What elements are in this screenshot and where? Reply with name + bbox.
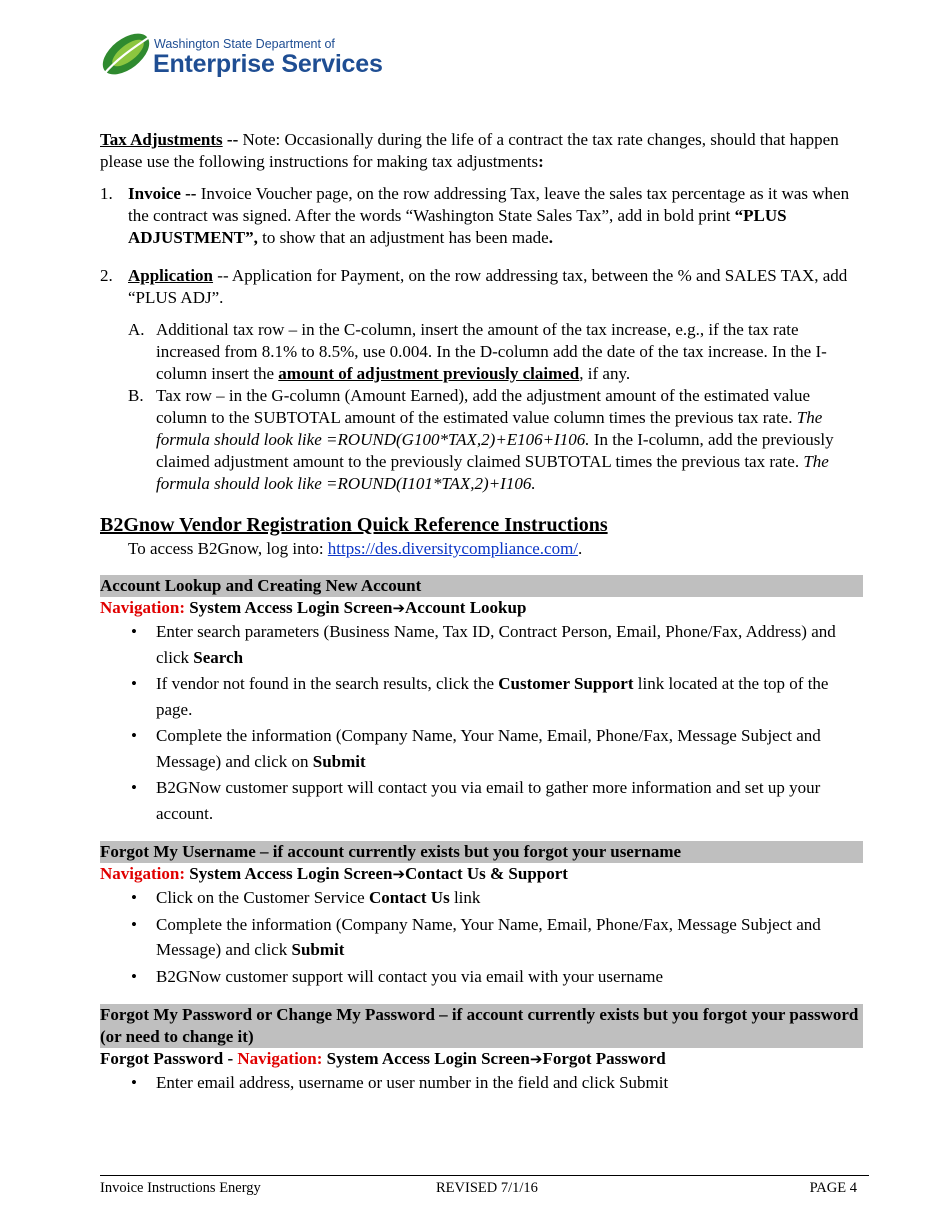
sub-item-text: Tax row – in the G-column (Amount Earned), add the adjustment amount of the estimated value column to the SUBTOTAL amount of the estimated value column times the previous tax rate. bbox=[156, 386, 811, 427]
section-bar-account-lookup: Account Lookup and Creating New Account bbox=[100, 575, 863, 597]
item-text: to show that an adjustment has been made bbox=[257, 228, 549, 247]
item-end: . bbox=[548, 228, 553, 247]
bullet-text: Click on the Customer Service bbox=[156, 888, 369, 907]
navigation-label: Navigation: bbox=[237, 1049, 323, 1068]
bullet-text: Enter email address, username or user number in the field and click Submit bbox=[156, 1073, 669, 1092]
navigation-from: System Access Login Screen bbox=[322, 1049, 530, 1068]
navigation-line bbox=[100, 597, 863, 619]
b2gnow-title: B2Gnow Vendor Registration Quick Reference Instructions bbox=[100, 514, 608, 536]
numbered-item-application bbox=[100, 265, 863, 495]
tax-note-colon: : bbox=[538, 152, 544, 171]
navigation-label: Navigation: bbox=[100, 598, 185, 617]
navigation-from: System Access Login Screen bbox=[185, 864, 393, 883]
bullet-text: Complete the information (Company Name, Your Name, Email, Phone/Fax, Message Subject and Message) and click bbox=[156, 915, 821, 959]
list-item bbox=[100, 885, 863, 910]
des-logo bbox=[98, 30, 398, 80]
bullet-bold: Contact Us bbox=[368, 888, 450, 907]
list-item bbox=[100, 964, 863, 989]
item-number: 2. bbox=[100, 266, 113, 285]
navigation-prefix: Forgot Password - bbox=[100, 1049, 238, 1068]
bullet-list bbox=[100, 885, 863, 989]
list-item bbox=[100, 1070, 863, 1095]
sub-item-text: In the I-column, add the previously claimed adjustment amount to the previously claimed SUBTOTAL times the previous tax rate. bbox=[156, 430, 834, 471]
bullet-text: link bbox=[449, 888, 481, 907]
sub-item-list bbox=[128, 319, 863, 495]
tax-adjustments-intro bbox=[100, 129, 863, 173]
sub-item-text: Additional tax row – in the C-column, insert the amount of the tax increase, e.g., if the tax rate increased from 8.1% to 8.5%, use 0.004. In the D-column add the date of the tax increase. In the I-column insert the bbox=[156, 320, 827, 383]
bullet-bold: Customer Support bbox=[498, 674, 634, 693]
bullet-text: B2GNow customer support will contact you via email with your username bbox=[156, 967, 664, 986]
page-footer bbox=[100, 1175, 869, 1196]
arrow-right-icon: ➔ bbox=[392, 599, 406, 617]
arrow-right-icon: ➔ bbox=[529, 1050, 543, 1068]
section-bar-forgot-password: Forgot My Password or Change My Password – if account currently exists but you forgot your password (or need to change it) bbox=[100, 1004, 863, 1048]
item-text: Invoice Voucher page, on the row addressing Tax, leave the sales tax percentage as it was when the contract was signed. After the words “Washington State Sales Tax”, add in bold print bbox=[128, 184, 850, 225]
bullet-bold: Search bbox=[193, 647, 244, 667]
formula-text: The formula should look like =ROUND(G100*TAX,2)+E106+I106. bbox=[156, 408, 823, 449]
item-title: Application bbox=[128, 266, 214, 285]
sub-item-letter: A. bbox=[128, 320, 145, 339]
list-item bbox=[100, 723, 863, 774]
logo-department-text: Washington State Department of bbox=[154, 37, 335, 51]
bullet-list bbox=[100, 1070, 863, 1095]
section-bar-forgot-username: Forgot My Username – if account currently exists but you forgot your username bbox=[100, 841, 863, 863]
bullet-bold: Submit bbox=[291, 940, 345, 959]
item-number: 1. bbox=[100, 184, 113, 203]
item-bold-text: “PLUS ADJUSTMENT”, bbox=[128, 206, 787, 247]
heading-separator: -- bbox=[222, 130, 243, 149]
bullet-text: Enter search parameters (Business Name, Tax ID, Contract Person, Email, Phone/Fax, Address) and click bbox=[156, 622, 836, 667]
list-item bbox=[100, 912, 863, 962]
sub-item-a bbox=[128, 319, 863, 385]
bullet-text: Complete the information (Company Name, Your Name, Email, Phone/Fax, Message Subject and Message) and click on bbox=[156, 726, 821, 771]
sub-item-text: , if any. bbox=[579, 364, 631, 383]
navigation-line bbox=[100, 863, 863, 885]
sub-item-letter: B. bbox=[128, 386, 144, 405]
bullet-text: B2GNow customer support will contact you via email to gather more information and set up your account. bbox=[156, 778, 821, 823]
logo-enterprise-text: Enterprise Services bbox=[153, 50, 383, 78]
footer-page-number: PAGE 4 bbox=[809, 1180, 857, 1196]
item-text: -- Application for Payment, on the row addressing tax, between the % and SALES TAX, add “PLUS ADJ”. bbox=[128, 266, 848, 307]
arrow-right-icon: ➔ bbox=[392, 865, 406, 883]
page-content bbox=[100, 129, 863, 1097]
navigation-to: Account Lookup bbox=[405, 598, 527, 617]
bullet-text: If vendor not found in the search results, click the bbox=[156, 674, 499, 693]
formula-text: The formula should look like =ROUND(I101*TAX,2)+I106. bbox=[156, 452, 829, 493]
b2gnow-access bbox=[100, 538, 863, 560]
footer-revised-date: REVISED 7/1/16 bbox=[436, 1180, 538, 1196]
bullet-bold: Submit bbox=[312, 751, 366, 771]
footer-document-name: Invoice Instructions Energy bbox=[100, 1180, 261, 1196]
navigation-line bbox=[100, 1048, 863, 1070]
item-title: Invoice -- bbox=[128, 184, 197, 203]
bullet-text: link located at the top of the page. bbox=[156, 674, 829, 719]
access-text: To access B2Gnow, log into: bbox=[128, 539, 328, 558]
sub-item-emphasis: amount of adjustment previously claimed bbox=[278, 364, 580, 383]
leaf-logo-icon bbox=[98, 30, 154, 80]
list-item bbox=[100, 775, 863, 826]
tax-note: Note: Occasionally during the life of a contract the tax rate changes, should that happen please use the following instructions for making tax adjustments bbox=[100, 130, 839, 171]
access-end: . bbox=[578, 539, 583, 558]
sub-item-b bbox=[128, 385, 863, 495]
list-item bbox=[100, 671, 863, 722]
navigation-to: Contact Us & Support bbox=[405, 864, 568, 883]
navigation-label: Navigation: bbox=[100, 864, 185, 883]
tax-adjustments-heading: Tax Adjustments bbox=[100, 130, 223, 149]
list-item bbox=[100, 619, 863, 670]
navigation-to: Forgot Password bbox=[542, 1049, 666, 1068]
numbered-item-invoice bbox=[100, 183, 863, 249]
bullet-list bbox=[100, 619, 863, 826]
navigation-from: System Access Login Screen bbox=[185, 598, 393, 617]
b2gnow-link[interactable]: https://des.diversitycompliance.com/ bbox=[327, 539, 579, 558]
